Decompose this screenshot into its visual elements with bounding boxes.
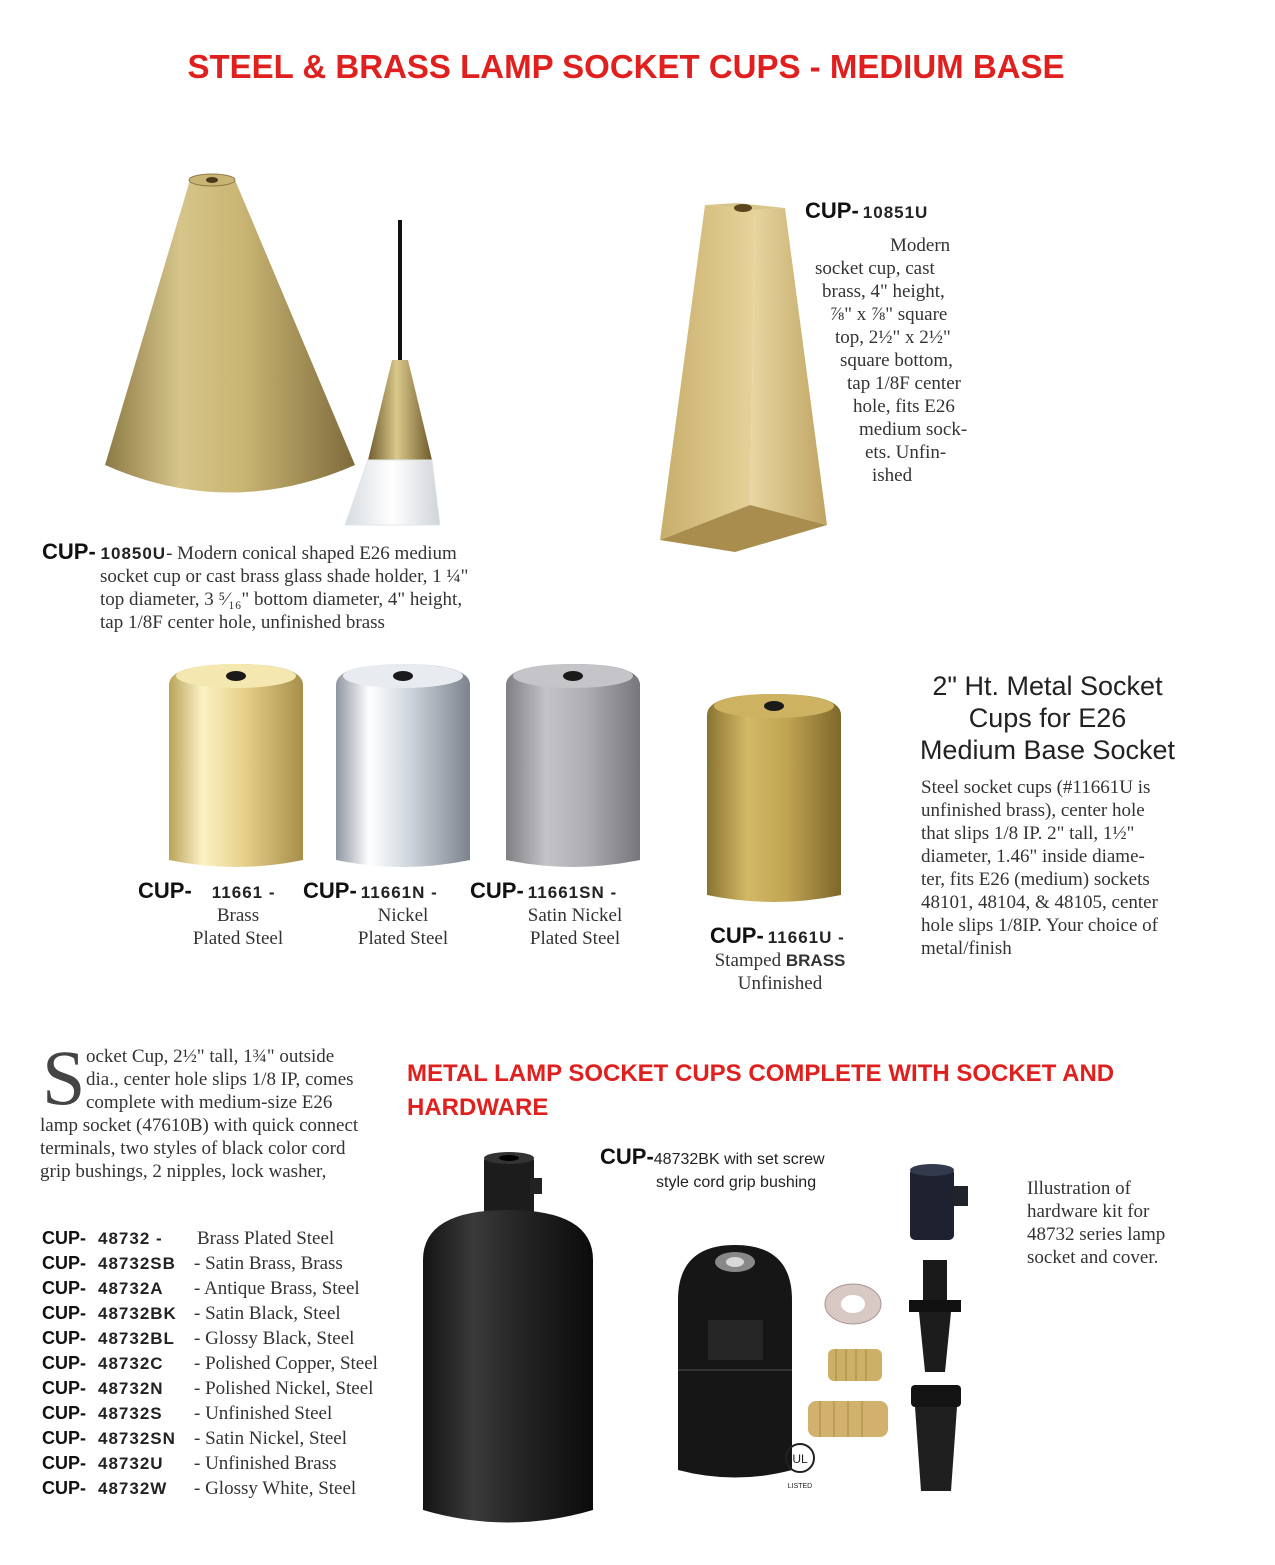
bk-code: 48732BK with set screw bbox=[653, 1151, 825, 1168]
product-code: 48732S bbox=[98, 1404, 163, 1423]
complete-section-heading bbox=[407, 1057, 1114, 1125]
bk-caption bbox=[600, 1145, 860, 1194]
stamped-cup-caption bbox=[710, 923, 860, 995]
parts-row bbox=[42, 1378, 373, 1403]
set-screw-bushing-image bbox=[902, 1160, 972, 1245]
cup-prefix: CUP- bbox=[42, 1453, 86, 1473]
cup-prefix: CUP- bbox=[42, 1353, 86, 1373]
desc-line: diameter, 1.46" inside diame- bbox=[921, 846, 1145, 867]
cup-prefix: CUP- bbox=[42, 539, 96, 564]
product-code: 48732N bbox=[98, 1379, 164, 1398]
parts-row bbox=[42, 1478, 356, 1503]
product-desc: - Unfinished Brass bbox=[194, 1453, 337, 1474]
desc-line: socket cup or cast brass glass shade holder, 1 ¼" bbox=[100, 566, 469, 587]
cup-prefix: CUP- bbox=[42, 1253, 86, 1273]
cup-prefix: CUP- bbox=[42, 1278, 86, 1298]
desc-line: tap 1/8F center hole, unfinished brass bbox=[100, 612, 385, 633]
desc-line: complete with medium-size E26 bbox=[86, 1092, 333, 1113]
brass-plated-cup-image bbox=[165, 660, 307, 875]
caption-bold: BRASS bbox=[785, 951, 846, 970]
heading-line: METAL LAMP SOCKET CUPS COMPLETE WITH SOCKET AND bbox=[407, 1060, 1115, 1087]
parts-row bbox=[42, 1428, 347, 1453]
cup-prefix: CUP- bbox=[470, 878, 524, 903]
desc-line: ⅞" x ⅞" square bbox=[830, 304, 948, 325]
desc-line: grip bushings, 2 nipples, lock washer, bbox=[40, 1161, 327, 1182]
desc-line: Illustration of bbox=[1027, 1178, 1131, 1199]
ul-listed-icon bbox=[780, 1438, 820, 1493]
product-code: 11661SN - bbox=[527, 883, 618, 902]
caption-line: Nickel bbox=[377, 905, 429, 926]
cup-prefix: CUP- bbox=[710, 923, 764, 948]
product-desc: - Polished Copper, Steel bbox=[194, 1353, 378, 1374]
product-desc: - Satin Nickel, Steel bbox=[194, 1428, 348, 1449]
pendant-shade-holder-image bbox=[340, 220, 440, 530]
desc-line: 48732 series lamp bbox=[1027, 1224, 1166, 1245]
small-cup-caption-satin bbox=[470, 878, 670, 950]
cup-prefix: CUP- bbox=[42, 1328, 86, 1348]
parts-row bbox=[42, 1228, 334, 1253]
product-code: 11661N - bbox=[360, 883, 438, 902]
product-code: 11661U - bbox=[767, 928, 845, 947]
satin-nickel-cup-image bbox=[502, 660, 644, 875]
conical-cup-caption bbox=[42, 540, 482, 634]
black-socket-cup-image bbox=[418, 1150, 598, 1535]
cup-prefix: CUP- bbox=[42, 1428, 86, 1448]
parts-row bbox=[42, 1278, 360, 1303]
cup-prefix: CUP- bbox=[42, 1403, 86, 1423]
desc-line: socket and cover. bbox=[1027, 1247, 1159, 1268]
desc-line: lamp socket (47610B) with quick connect bbox=[40, 1115, 359, 1136]
cup-prefix: CUP- bbox=[42, 1478, 86, 1498]
kit-intro bbox=[40, 1034, 370, 1183]
cup-prefix: CUP- bbox=[303, 878, 357, 903]
caption-line: Brass bbox=[216, 905, 260, 926]
desc-line: terminals, two styles of black color cord bbox=[40, 1138, 346, 1159]
desc-line: ished bbox=[872, 465, 913, 486]
cup-prefix: CUP- bbox=[600, 1144, 654, 1169]
desc-line: that slips 1/8 IP. 2" tall, 1½" bbox=[921, 823, 1135, 844]
product-code: 48732SN bbox=[98, 1429, 176, 1448]
small-cup-caption-brass bbox=[138, 878, 318, 950]
bk-line: style cord grip bushing bbox=[656, 1174, 817, 1191]
conical-socket-cup-image bbox=[100, 160, 360, 505]
section-heading-line: Medium Base Socket bbox=[919, 735, 1176, 765]
parts-row bbox=[42, 1403, 332, 1428]
product-code: 48732BK bbox=[98, 1304, 177, 1323]
svg-text:UL: UL bbox=[792, 1452, 808, 1466]
drop-cap: S bbox=[42, 1034, 86, 1121]
ul-listed-text: LISTED bbox=[787, 1483, 813, 1490]
desc-line: hardware kit for bbox=[1027, 1201, 1150, 1222]
desc-line: tap 1/8F center bbox=[847, 373, 961, 394]
parts-row bbox=[42, 1453, 336, 1478]
desc-line: hole slips 1/8IP. Your choice of bbox=[921, 915, 1158, 936]
threaded-bushing-image bbox=[905, 1260, 965, 1375]
desc-line: metal/finish bbox=[921, 938, 1012, 959]
cup-prefix: CUP- bbox=[42, 1303, 86, 1323]
section-heading-line: 2" Ht. Metal Socket bbox=[932, 671, 1163, 701]
page-title: STEEL & BRASS LAMP SOCKET CUPS - MEDIUM BASE bbox=[187, 48, 1065, 85]
parts-row bbox=[42, 1353, 378, 1378]
parts-row bbox=[42, 1328, 354, 1353]
desc-line: ter, fits E26 (medium) sockets bbox=[921, 869, 1150, 890]
product-desc: - Satin Brass, Brass bbox=[194, 1253, 343, 1274]
product-code: 11661 - bbox=[211, 883, 276, 902]
product-desc: - Satin Black, Steel bbox=[194, 1303, 341, 1324]
parts-row bbox=[42, 1303, 341, 1328]
product-code: 48732C bbox=[98, 1354, 164, 1373]
desc-line: ets. Unfin- bbox=[865, 442, 947, 463]
cup-prefix: CUP- bbox=[805, 198, 859, 223]
desc-line: Steel socket cups (#11661U is bbox=[921, 777, 1151, 798]
nickel-plated-cup-image bbox=[332, 660, 474, 875]
caption-line: Unfinished bbox=[737, 973, 823, 994]
product-code: 48732BL bbox=[98, 1329, 175, 1348]
caption-line: Plated Steel bbox=[357, 928, 449, 949]
cord-grip-bushing-image bbox=[905, 1385, 967, 1495]
cup-prefix: CUP- bbox=[42, 1228, 86, 1248]
short-nipple-image bbox=[826, 1345, 884, 1385]
product-desc: Brass Plated Steel bbox=[197, 1228, 335, 1249]
desc-line: top, 2½" x 2½" bbox=[835, 327, 951, 348]
desc-line: brass, 4" height, bbox=[822, 281, 945, 302]
e26-section bbox=[915, 670, 1180, 960]
cup-prefix: CUP- bbox=[42, 1378, 86, 1398]
small-cup-caption-nickel bbox=[303, 878, 483, 950]
caption-text: Stamped bbox=[714, 950, 786, 971]
caption-line: Plated Steel bbox=[529, 928, 621, 949]
desc-line: socket cup, cast bbox=[815, 258, 935, 279]
stamped-brass-cup-image bbox=[703, 690, 845, 910]
heading-line: HARDWARE bbox=[407, 1094, 549, 1121]
lock-washer-image bbox=[822, 1280, 884, 1328]
product-code: 48732SB bbox=[98, 1254, 176, 1273]
desc-line: dia., center hole slips 1/8 IP, comes bbox=[86, 1069, 354, 1090]
product-desc: - Glossy Black, Steel bbox=[194, 1328, 355, 1349]
desc-line: top diameter, 3 ⁵⁄₁₆" bottom diameter, 4" height, bbox=[100, 589, 463, 610]
product-code: 10851U bbox=[862, 203, 929, 222]
cup-prefix: CUP- bbox=[138, 878, 192, 903]
product-code: 48732W bbox=[98, 1479, 168, 1498]
desc-line: 48101, 48104, & 48105, center bbox=[921, 892, 1158, 913]
parts-row bbox=[42, 1253, 343, 1278]
product-desc: - Antique Brass, Steel bbox=[194, 1278, 360, 1299]
caption-line: Satin Nickel bbox=[527, 905, 623, 926]
desc-line: ocket Cup, 2½" tall, 1¾" outside bbox=[86, 1046, 335, 1067]
desc-line: square bottom, bbox=[840, 350, 953, 371]
long-nipple-image bbox=[806, 1395, 891, 1443]
product-code: 48732U bbox=[98, 1454, 164, 1473]
illustration-caption bbox=[1027, 1177, 1227, 1269]
square-socket-cup-image bbox=[655, 200, 830, 555]
desc-line: medium sock- bbox=[859, 419, 968, 440]
product-code: 48732 - bbox=[98, 1229, 163, 1248]
desc-line: - Modern conical shaped E26 medium bbox=[166, 543, 457, 564]
desc-line: unfinished brass), center hole bbox=[921, 800, 1145, 821]
caption-line: Plated Steel bbox=[192, 928, 284, 949]
section-heading-line: Cups for E26 bbox=[968, 703, 1127, 733]
product-code: 10850U bbox=[100, 544, 167, 563]
desc-line: hole, fits E26 bbox=[853, 396, 955, 417]
square-cup-caption bbox=[805, 198, 985, 486]
product-code: 48732A bbox=[98, 1279, 164, 1298]
desc-line: Modern bbox=[890, 235, 951, 256]
product-desc: - Polished Nickel, Steel bbox=[194, 1378, 374, 1399]
product-desc: - Glossy White, Steel bbox=[194, 1478, 357, 1499]
product-desc: - Unfinished Steel bbox=[194, 1403, 333, 1424]
